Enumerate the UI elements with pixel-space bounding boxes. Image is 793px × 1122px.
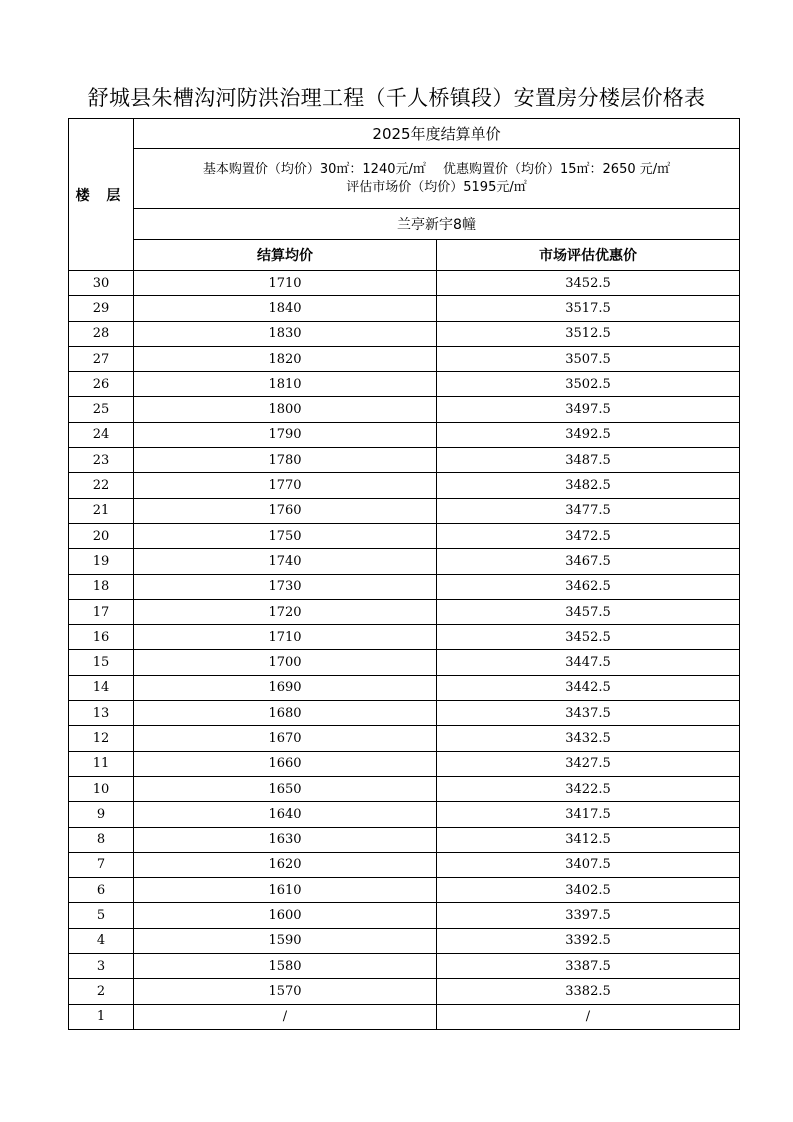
market-cell: 3482.5 bbox=[437, 473, 740, 498]
settlement-cell: 1790 bbox=[134, 422, 437, 447]
floor-cell: 15 bbox=[69, 650, 134, 675]
col-header-market: 市场评估优惠价 bbox=[437, 240, 740, 271]
market-cell: 3427.5 bbox=[437, 751, 740, 776]
price-info-line1: 基本购置价（均价）30㎡：1240元/㎡ 优惠购置价（均价）15㎡：2650 元/㎡ bbox=[202, 161, 671, 177]
table-row bbox=[69, 852, 740, 877]
price-table bbox=[68, 118, 740, 1030]
table-row bbox=[69, 574, 740, 599]
settlement-cell: 1820 bbox=[134, 346, 437, 371]
floor-cell: 10 bbox=[69, 776, 134, 801]
table-row bbox=[69, 751, 740, 776]
floor-cell: 26 bbox=[69, 372, 134, 397]
floor-cell: 29 bbox=[69, 296, 134, 321]
floor-cell: 22 bbox=[69, 473, 134, 498]
market-cell: 3477.5 bbox=[437, 498, 740, 523]
floor-cell: 11 bbox=[69, 751, 134, 776]
floor-cell: 6 bbox=[69, 878, 134, 903]
table-body bbox=[69, 271, 740, 1030]
floor-cell: 1 bbox=[69, 1004, 134, 1029]
settlement-cell: 1580 bbox=[134, 954, 437, 979]
settlement-cell: 1650 bbox=[134, 776, 437, 801]
settlement-cell: 1670 bbox=[134, 726, 437, 751]
settlement-cell: 1680 bbox=[134, 701, 437, 726]
col-header-settlement: 结算均价 bbox=[134, 240, 437, 271]
table-row bbox=[69, 473, 740, 498]
floor-header: 楼 层 bbox=[69, 119, 134, 271]
price-info-cell bbox=[134, 149, 740, 209]
price-info-line2: 评估市场价（均价）5195元/㎡ bbox=[346, 179, 527, 195]
settlement-cell: 1800 bbox=[134, 397, 437, 422]
market-cell: 3397.5 bbox=[437, 903, 740, 928]
market-cell: 3407.5 bbox=[437, 852, 740, 877]
settlement-cell: 1610 bbox=[134, 878, 437, 903]
floor-cell: 27 bbox=[69, 346, 134, 371]
market-cell: 3507.5 bbox=[437, 346, 740, 371]
settlement-cell: 1660 bbox=[134, 751, 437, 776]
market-cell: 3432.5 bbox=[437, 726, 740, 751]
table-row bbox=[69, 397, 740, 422]
market-cell: 3422.5 bbox=[437, 776, 740, 801]
market-cell: 3387.5 bbox=[437, 954, 740, 979]
table-row bbox=[69, 599, 740, 624]
table-row bbox=[69, 878, 740, 903]
floor-cell: 3 bbox=[69, 954, 134, 979]
settlement-cell: 1740 bbox=[134, 549, 437, 574]
floor-cell: 24 bbox=[69, 422, 134, 447]
table-row bbox=[69, 675, 740, 700]
settlement-cell: 1590 bbox=[134, 928, 437, 953]
market-cell: 3447.5 bbox=[437, 650, 740, 675]
settlement-cell: / bbox=[134, 1004, 437, 1029]
table-row bbox=[69, 827, 740, 852]
settlement-cell: 1730 bbox=[134, 574, 437, 599]
settlement-cell: 1810 bbox=[134, 372, 437, 397]
table-row bbox=[69, 726, 740, 751]
market-cell: 3417.5 bbox=[437, 802, 740, 827]
floor-cell: 21 bbox=[69, 498, 134, 523]
market-cell: 3517.5 bbox=[437, 296, 740, 321]
floor-cell: 20 bbox=[69, 523, 134, 548]
settlement-cell: 1750 bbox=[134, 523, 437, 548]
table-row bbox=[69, 372, 740, 397]
market-cell: 3502.5 bbox=[437, 372, 740, 397]
settlement-cell: 1710 bbox=[134, 625, 437, 650]
table-row bbox=[69, 498, 740, 523]
table-row bbox=[69, 776, 740, 801]
settlement-cell: 1830 bbox=[134, 321, 437, 346]
settlement-cell: 1630 bbox=[134, 827, 437, 852]
floor-cell: 14 bbox=[69, 675, 134, 700]
floor-cell: 30 bbox=[69, 271, 134, 296]
floor-cell: 7 bbox=[69, 852, 134, 877]
floor-cell: 28 bbox=[69, 321, 134, 346]
floor-cell: 2 bbox=[69, 979, 134, 1004]
market-cell: 3412.5 bbox=[437, 827, 740, 852]
table-row bbox=[69, 549, 740, 574]
building-name: 兰亭新宇8幢 bbox=[134, 209, 740, 240]
settlement-cell: 1760 bbox=[134, 498, 437, 523]
settlement-cell: 1620 bbox=[134, 852, 437, 877]
table-row bbox=[69, 296, 740, 321]
market-cell: 3382.5 bbox=[437, 979, 740, 1004]
table-row bbox=[69, 928, 740, 953]
market-cell: 3462.5 bbox=[437, 574, 740, 599]
table-row bbox=[69, 701, 740, 726]
table-row bbox=[69, 523, 740, 548]
settlement-cell: 1570 bbox=[134, 979, 437, 1004]
table-row bbox=[69, 979, 740, 1004]
settlement-cell: 1710 bbox=[134, 271, 437, 296]
market-cell: 3492.5 bbox=[437, 422, 740, 447]
table-row bbox=[69, 1004, 740, 1029]
floor-cell: 4 bbox=[69, 928, 134, 953]
market-cell: 3487.5 bbox=[437, 448, 740, 473]
floor-cell: 12 bbox=[69, 726, 134, 751]
market-cell: 3437.5 bbox=[437, 701, 740, 726]
market-cell: 3497.5 bbox=[437, 397, 740, 422]
table-row bbox=[69, 321, 740, 346]
floor-cell: 8 bbox=[69, 827, 134, 852]
floor-cell: 18 bbox=[69, 574, 134, 599]
table-row bbox=[69, 954, 740, 979]
table-header bbox=[69, 119, 740, 271]
floor-cell: 13 bbox=[69, 701, 134, 726]
market-cell: 3452.5 bbox=[437, 271, 740, 296]
settlement-cell: 1640 bbox=[134, 802, 437, 827]
table-row bbox=[69, 422, 740, 447]
settlement-cell: 1700 bbox=[134, 650, 437, 675]
market-cell: / bbox=[437, 1004, 740, 1029]
table-row bbox=[69, 625, 740, 650]
table-row bbox=[69, 271, 740, 296]
settlement-cell: 1600 bbox=[134, 903, 437, 928]
floor-cell: 9 bbox=[69, 802, 134, 827]
table-row bbox=[69, 346, 740, 371]
floor-cell: 23 bbox=[69, 448, 134, 473]
table-row bbox=[69, 903, 740, 928]
market-cell: 3452.5 bbox=[437, 625, 740, 650]
settlement-cell: 1770 bbox=[134, 473, 437, 498]
settlement-cell: 1780 bbox=[134, 448, 437, 473]
market-cell: 3467.5 bbox=[437, 549, 740, 574]
floor-cell: 19 bbox=[69, 549, 134, 574]
page-title: 舒城县朱槽沟河防洪治理工程（千人桥镇段）安置房分楼层价格表 bbox=[87, 86, 706, 110]
market-cell: 3392.5 bbox=[437, 928, 740, 953]
floor-cell: 17 bbox=[69, 599, 134, 624]
market-cell: 3472.5 bbox=[437, 523, 740, 548]
table-row bbox=[69, 650, 740, 675]
settlement-cell: 1690 bbox=[134, 675, 437, 700]
floor-cell: 25 bbox=[69, 397, 134, 422]
market-cell: 3402.5 bbox=[437, 878, 740, 903]
market-cell: 3457.5 bbox=[437, 599, 740, 624]
market-cell: 3512.5 bbox=[437, 321, 740, 346]
floor-cell: 5 bbox=[69, 903, 134, 928]
year-header: 2025年度结算单价 bbox=[134, 119, 740, 149]
settlement-cell: 1720 bbox=[134, 599, 437, 624]
market-cell: 3442.5 bbox=[437, 675, 740, 700]
settlement-cell: 1840 bbox=[134, 296, 437, 321]
floor-cell: 16 bbox=[69, 625, 134, 650]
table-row bbox=[69, 802, 740, 827]
table-row bbox=[69, 448, 740, 473]
